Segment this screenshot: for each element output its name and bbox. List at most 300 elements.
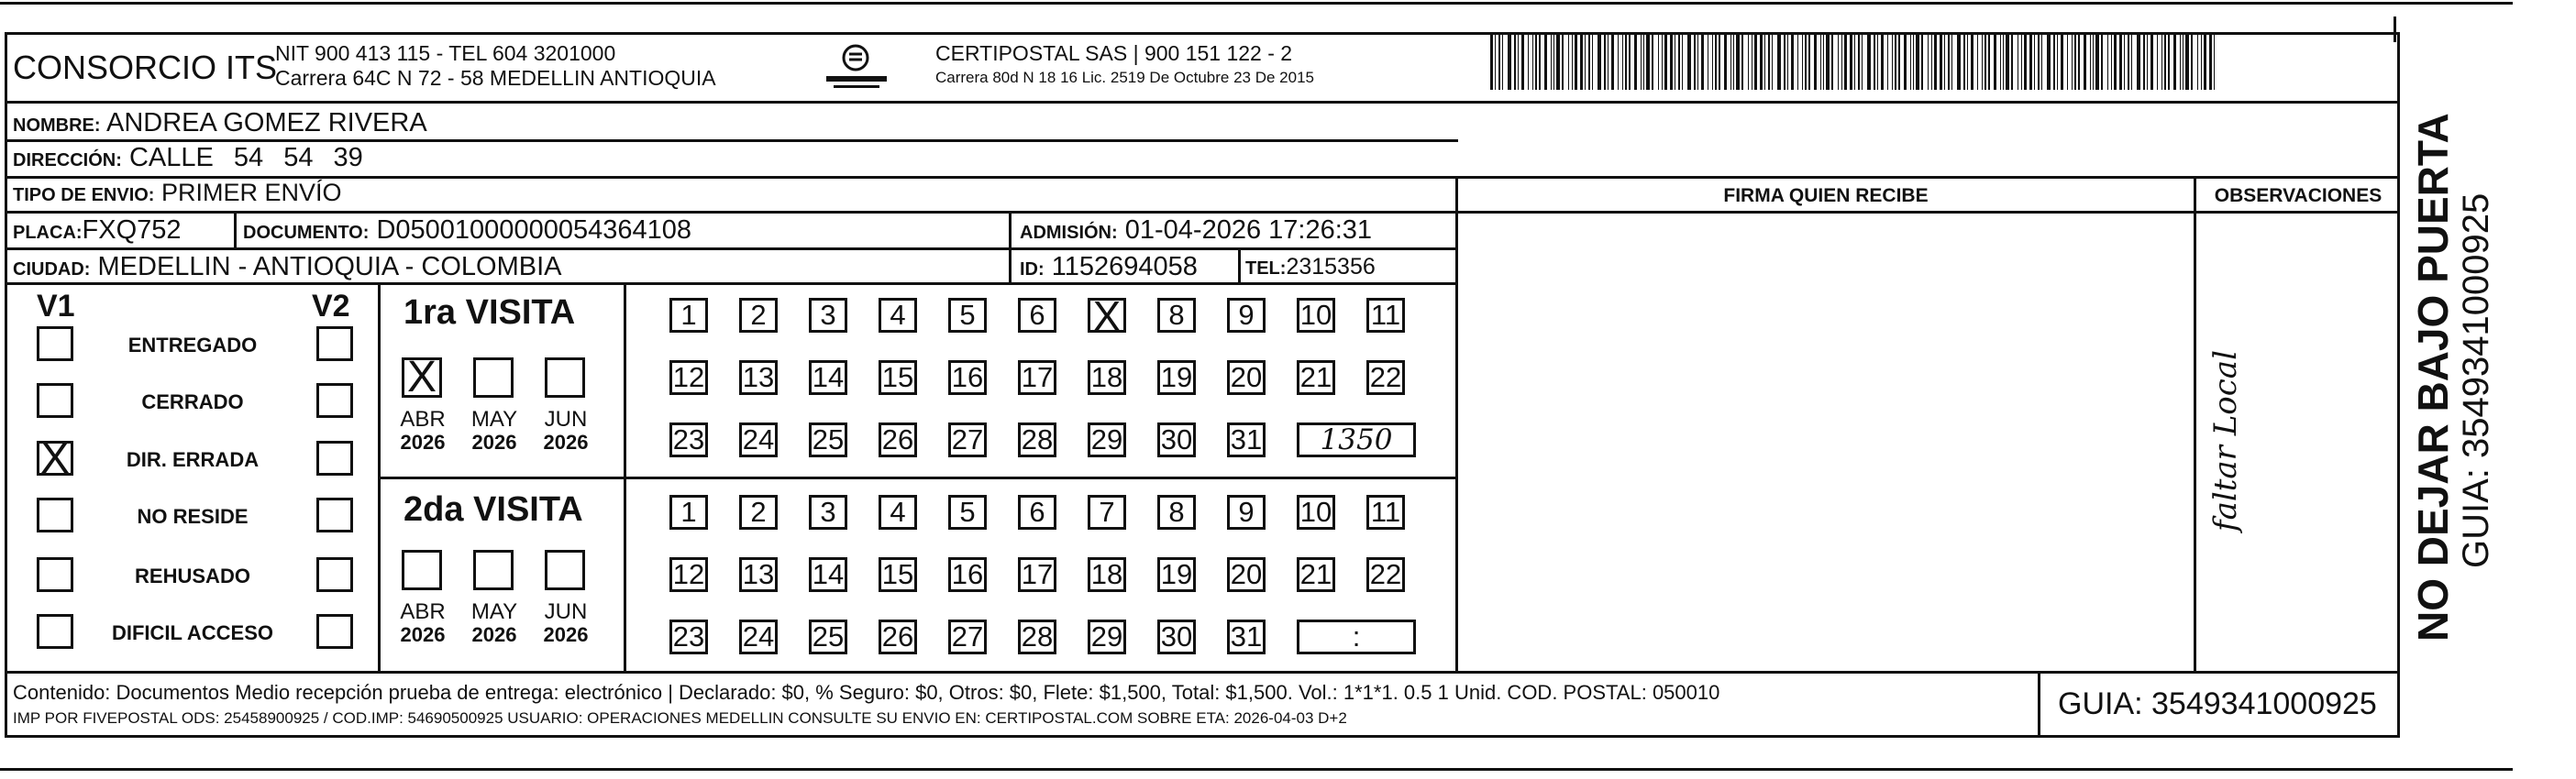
day-cell[interactable]: 30 [1157, 422, 1196, 457]
footer-content: Contenido: Documentos Medio recepción prueba de entrega: electrónico | Declarado: $0, % Seguro: $0, Otros: $0, Flete: $1,500, Total: $1,500. Vol.: 1*1*1. 0.5 1 Unid. COD. POSTAL: 050010 [13, 681, 1720, 704]
v2-checkbox[interactable] [316, 383, 353, 418]
day-cell[interactable]: 27 [948, 422, 987, 457]
barcode-bar [2057, 33, 2058, 90]
barcode-bar [1598, 33, 1601, 90]
day-cell[interactable]: 19 [1157, 360, 1196, 395]
divider [1455, 176, 1458, 671]
shipment-type: PRIMER ENVÍO [160, 179, 342, 206]
day-cell[interactable]: 18 [1088, 557, 1126, 592]
month-checkbox[interactable] [545, 357, 585, 398]
v1-checkbox[interactable] [37, 557, 73, 592]
barcode-bar [1768, 33, 1770, 90]
footer-guia: GUIA: 3549341000925 [2058, 686, 2377, 721]
barcode-bar [2180, 33, 2181, 90]
v1-header: V1 [37, 289, 75, 324]
bottom-rule [0, 768, 2513, 771]
year-label: 2026 [400, 431, 446, 454]
barcode-bar [1588, 33, 1590, 90]
day-cell[interactable]: 22 [1366, 557, 1405, 592]
barcode-bar [2157, 33, 2158, 90]
id-value: 1152694058 [1051, 252, 1198, 281]
day-cell[interactable]: 21 [1297, 557, 1335, 592]
footer-imp: IMP POR FIVEPOSTAL ODS: 25458900925 / COD.IMP: 54690500925 USUARIO: OPERACIONES MEDELLIN CONSULTE SU ENVIO EN: CERTIPOSTAL.COM SOBRE ETA: 2026-04-03 D+2 [13, 709, 1347, 727]
year-label: 2026 [543, 623, 589, 646]
barcode-bar [2124, 33, 2125, 90]
barcode-bar [1724, 33, 1727, 90]
month-label: JUN [544, 407, 588, 432]
barcode-bar [1823, 33, 1824, 90]
day-cell[interactable]: 9 [1227, 495, 1266, 530]
barcode-bar [1514, 33, 1516, 90]
barcode-bar [1916, 33, 1919, 90]
observation-note: faltar Local [2207, 350, 2244, 532]
barcode-bar [2204, 33, 2206, 90]
day-cell[interactable]: 27 [948, 620, 987, 654]
admission-label: ADMISIÓN: [1020, 223, 1118, 243]
day-cell[interactable]: 9 [1227, 298, 1266, 333]
id-label: ID: [1020, 259, 1045, 280]
divider [2038, 671, 2040, 738]
day-cell[interactable]: 25 [809, 422, 847, 457]
barcode-bar [2107, 33, 2108, 90]
time-box[interactable]: 1350 [1297, 422, 1416, 457]
barcode-bar [1784, 33, 1786, 90]
time-box[interactable]: : [1297, 620, 1416, 654]
barcode-bar [2191, 33, 2193, 90]
barcode-bar [2038, 33, 2040, 90]
status-label: CERRADO [141, 390, 244, 413]
barcode-bar [1854, 33, 1855, 90]
v2-checkbox[interactable] [316, 326, 353, 361]
barcode-bar [2161, 33, 2162, 90]
barcode-bar [1608, 33, 1609, 90]
year-label: 2026 [543, 431, 589, 454]
barcode-bar [2078, 33, 2080, 90]
day-cell[interactable]: 29 [1088, 620, 1126, 654]
day-cell[interactable]: 8 [1157, 298, 1196, 333]
barcode-bar [1928, 33, 1929, 90]
barcode-bar [1748, 33, 1749, 90]
barcode-bar [2021, 33, 2022, 90]
barcode-bar [1641, 33, 1642, 90]
barcode-bar [1495, 33, 1496, 90]
day-cell[interactable]: 24 [739, 620, 778, 654]
barcode-bar [1787, 33, 1788, 90]
day-cell[interactable]: 12 [669, 360, 708, 395]
x-mark: X [406, 353, 437, 401]
top-rule [0, 2, 2513, 5]
barcode-bar [2034, 33, 2035, 90]
barcode-bar [2024, 33, 2027, 90]
plate-value: FXQ752 [82, 215, 182, 245]
month-label: MAY [470, 599, 518, 624]
year-label: 2026 [400, 623, 446, 646]
status-label: NO RESIDE [137, 505, 249, 528]
barcode-bar [2006, 33, 2009, 90]
barcode-bar [1977, 33, 1978, 90]
day-cell[interactable]: 5 [948, 298, 987, 333]
barcode-bar [1948, 33, 1950, 90]
barcode-bar [2047, 33, 2051, 90]
divider [1238, 247, 1241, 284]
barcode-bar [2197, 33, 2198, 90]
doc-label: DOCUMENTO: [243, 223, 370, 243]
day-cell[interactable]: 15 [879, 557, 917, 592]
day-cell[interactable]: 2 [739, 298, 778, 333]
barcode-bar [1502, 33, 1503, 90]
barcode-bar [1535, 33, 1537, 90]
barcode-bar [1652, 33, 1653, 90]
day-cell[interactable]: 31 [1227, 620, 1266, 654]
observations-header: OBSERVACIONES [2214, 185, 2383, 206]
day-cell[interactable]: 22 [1366, 360, 1405, 395]
barcode-bar [2168, 33, 2170, 90]
barcode-bar [2041, 33, 2042, 90]
visit2-title: 2da VISITA [404, 490, 583, 529]
barcode-bar [1931, 33, 1932, 90]
barcode-bar [1881, 33, 1884, 90]
barcode-bar [1844, 33, 1847, 90]
document-value: D05001000000054364108 [376, 215, 691, 245]
signature-header: FIRMA QUIEN RECIBE [1723, 185, 1929, 206]
day-cell[interactable]: 12 [669, 557, 708, 592]
barcode-bar [2119, 33, 2122, 90]
barcode-bar [2067, 33, 2068, 90]
day-cell[interactable]: 29 [1088, 422, 1126, 457]
divider [234, 211, 237, 247]
barcode-bar [2128, 33, 2129, 90]
side-guia: GUIA: 3549341000925 [2456, 192, 2496, 568]
recipient-address: CALLE 54 54 39 [128, 143, 363, 172]
city-value: MEDELLIN - ANTIOQUIA - COLOMBIA [97, 252, 562, 281]
day-cell[interactable]: 2 [739, 495, 778, 530]
barcode-bar [1777, 33, 1781, 90]
barcode-bar [1604, 33, 1606, 90]
barcode-bar [1814, 33, 1817, 90]
barcode-bar [1760, 33, 1763, 90]
day-cell[interactable]: 26 [879, 422, 917, 457]
v1-checkbox[interactable] [37, 498, 73, 532]
day-cell[interactable]: 18 [1088, 360, 1126, 395]
barcode-bar [1898, 33, 1900, 90]
v2-checkbox[interactable] [316, 614, 353, 649]
month-label: ABR [400, 407, 446, 432]
day-cell[interactable]: 4 [879, 495, 917, 530]
day-cell[interactable]: 23 [669, 422, 708, 457]
barcode-bar [1862, 33, 1863, 90]
day-cell[interactable]: 28 [1018, 422, 1056, 457]
day-cell[interactable]: 28 [1018, 620, 1056, 654]
barcode-bar [1988, 33, 1990, 90]
barcode-bar [1662, 33, 1663, 90]
day-cell[interactable]: 16 [948, 557, 987, 592]
barcode-bar [1741, 33, 1743, 90]
year-label: 2026 [471, 431, 517, 454]
barcode-bar [2003, 33, 2004, 90]
day-cell[interactable]: 10 [1297, 298, 1335, 333]
barcode-bar [1858, 33, 1860, 90]
barcode-bar [2061, 33, 2063, 90]
barcode-bar [1544, 33, 1547, 90]
row-line [5, 101, 2400, 104]
barcode-bar [1625, 33, 1627, 90]
status-label: ENTREGADO [127, 334, 258, 357]
day-cell[interactable]: 5 [948, 495, 987, 530]
type-label: TIPO DE ENVIO: [13, 185, 155, 205]
barcode-bar [1585, 33, 1586, 90]
month-label: JUN [544, 599, 588, 624]
barcode-bar [1618, 33, 1619, 90]
barcode-bar [1682, 33, 1683, 90]
day-cell[interactable]: 20 [1227, 557, 1266, 592]
day-cell[interactable]: 14 [809, 360, 847, 395]
barcode-bar [2011, 33, 2013, 90]
barcode-bar [1944, 33, 1945, 90]
v2-checkbox[interactable] [316, 441, 353, 476]
plate-label: PLACA: [13, 223, 83, 243]
day-cell[interactable]: 30 [1157, 620, 1196, 654]
barcode-bar [1994, 33, 1996, 90]
day-cell[interactable]: 11 [1366, 298, 1405, 333]
barcode-bar [2209, 33, 2212, 90]
barcode-bar [1528, 33, 1529, 90]
row-line [5, 176, 2400, 179]
barcode-bar [2000, 33, 2001, 90]
barcode-bar [2093, 33, 2094, 90]
day-cell[interactable]: 13 [739, 557, 778, 592]
day-cell[interactable]: 25 [809, 620, 847, 654]
barcode-bar [1521, 33, 1524, 90]
visit1-title: 1ra VISITA [404, 293, 576, 332]
day-cell[interactable]: 7 [1088, 495, 1126, 530]
row-line [5, 211, 2400, 214]
city-label: CIUDAD: [13, 259, 91, 280]
barcode-bar [2185, 33, 2189, 90]
barcode-bar [1910, 33, 1911, 90]
barcode-bar [1490, 33, 1493, 90]
month-checkbox[interactable] [545, 550, 585, 590]
carrier-address: Carrera 80d N 18 16 Lic. 2519 De Octubre 23 De 2015 [935, 69, 1314, 86]
v2-checkbox[interactable] [316, 498, 353, 532]
barcode-bar [2147, 33, 2148, 90]
barcode-bar [1826, 33, 1830, 90]
barcode-bar [1971, 33, 1973, 90]
barcode-bar [1887, 33, 1888, 90]
day-cell[interactable]: 3 [809, 495, 847, 530]
tel-value: 2315356 [1286, 254, 1376, 280]
day-cell[interactable]: 8 [1157, 495, 1196, 530]
barcode-bar [1754, 33, 1757, 90]
barcode-bar [2029, 33, 2032, 90]
barcode-bar [1539, 33, 1541, 90]
barcode-bar [1694, 33, 1696, 90]
barcode-bar [2137, 33, 2140, 90]
status-label: DIR. ERRADA [126, 448, 260, 471]
barcode-bar [1764, 33, 1765, 90]
month-checkbox[interactable] [402, 550, 442, 590]
barcode-bar [1551, 33, 1552, 90]
barcode-bar [2053, 33, 2055, 90]
barcode-bar [2072, 33, 2073, 90]
certipostal-logo [821, 41, 894, 93]
company-name: CONSORCIO ITS [13, 49, 278, 86]
barcode-bar [2164, 33, 2166, 90]
barcode-bar [1592, 33, 1593, 90]
barcode-bar [1664, 33, 1667, 90]
barcode-bar [1808, 33, 1810, 90]
barcode-bar [1951, 33, 1952, 90]
company-nit: NIT 900 413 115 - TEL 604 3201000 [275, 41, 616, 65]
barcode-bar [1701, 33, 1704, 90]
year-label: 2026 [471, 623, 517, 646]
barcode-bar [1575, 33, 1577, 90]
barcode-bar [1572, 33, 1573, 90]
day-cell[interactable]: 6 [1018, 298, 1056, 333]
barcode-bar [1629, 33, 1631, 90]
barcode-bar [1831, 33, 1833, 90]
barcode-bar [1532, 33, 1533, 90]
v1-checkbox[interactable] [37, 326, 73, 361]
side-warning: NO DEJAR BAJO PUERTA [2409, 113, 2457, 642]
barcode-bar [2201, 33, 2202, 90]
barcode-bar [1867, 33, 1871, 90]
day-cell[interactable]: 1 [669, 495, 708, 530]
barcode-bar [1877, 33, 1878, 90]
barcode-bar [2131, 33, 2132, 90]
barcode-bar [1508, 33, 1511, 90]
barcode-bar [1622, 33, 1623, 90]
barcode-bar [2074, 33, 2076, 90]
barcode-bar [1634, 33, 1637, 90]
barcode-bar [1670, 33, 1673, 90]
barcode-bar [1556, 33, 1560, 90]
day-cell[interactable]: 17 [1018, 360, 1056, 395]
barcode-bar [1658, 33, 1659, 90]
month-label: ABR [400, 599, 446, 624]
barcode-bar [1913, 33, 1914, 90]
barcode-bar [1963, 33, 1965, 90]
barcode-bar [1892, 33, 1893, 90]
barcode-bar [1562, 33, 1564, 90]
day-cell[interactable]: 4 [879, 298, 917, 333]
day-cell[interactable]: 20 [1227, 360, 1266, 395]
form-frame [5, 32, 2400, 738]
barcode-bar [1874, 33, 1875, 90]
day-cell[interactable]: 16 [948, 360, 987, 395]
status-label: DIFICIL ACCESO [111, 621, 273, 644]
recipient-name: ANDREA GOMEZ RIVERA [106, 108, 427, 137]
barcode-bar [1736, 33, 1740, 90]
barcode-bar [1985, 33, 1986, 90]
barcode-bar [1646, 33, 1650, 90]
day-cell[interactable]: 19 [1157, 557, 1196, 592]
barcode-bar [1687, 33, 1691, 90]
month-checkbox[interactable] [473, 357, 514, 398]
barcode-bar [1805, 33, 1807, 90]
barcode-bar [2095, 33, 2099, 90]
barcode-bar [1921, 33, 1923, 90]
mark-tick [2394, 16, 2396, 42]
barcode-bar [1568, 33, 1569, 90]
barcode-bar [1820, 33, 1821, 90]
day-cell[interactable]: 6 [1018, 495, 1056, 530]
tel-label: TEL: [1245, 258, 1287, 279]
divider [2194, 176, 2196, 671]
barcode-bar [1580, 33, 1583, 90]
row-line [378, 477, 1458, 479]
barcode-bar [1733, 33, 1734, 90]
barcode-bar [1791, 33, 1794, 90]
day-cell[interactable]: 14 [809, 557, 847, 592]
barcode-bar [1498, 33, 1500, 90]
v2-header: V2 [312, 289, 350, 324]
barcode-bar [1611, 33, 1614, 90]
barcode-bar [1715, 33, 1717, 90]
barcode-bar [1643, 33, 1644, 90]
barcode-bar [2090, 33, 2091, 90]
day-cell[interactable]: 21 [1297, 360, 1335, 395]
barcode-bar [1940, 33, 1942, 90]
admission-value: 01-04-2026 17:26:31 [1124, 215, 1373, 245]
barcode-bar [1957, 33, 1961, 90]
barcode-bar [1838, 33, 1839, 90]
day-cell[interactable]: 17 [1018, 557, 1056, 592]
carrier-name: CERTIPOSTAL SAS | 900 151 122 - 2 [935, 41, 1293, 65]
x-mark: X [1092, 292, 1122, 340]
day-cell[interactable]: 11 [1366, 495, 1405, 530]
barcode-bar [1850, 33, 1852, 90]
barcode-bar [2150, 33, 2153, 90]
status-label: REHUSADO [135, 565, 250, 587]
row-line [5, 671, 2400, 674]
day-cell[interactable]: 24 [739, 422, 778, 457]
month-checkbox[interactable] [473, 550, 514, 590]
barcode-bar [1934, 33, 1937, 90]
day-cell[interactable]: 31 [1227, 422, 1266, 457]
barcode-bar [2101, 33, 2103, 90]
address-label: DIRECCIÓN: [13, 150, 122, 170]
barcode-bar [1719, 33, 1720, 90]
barcode-bar [1730, 33, 1731, 90]
barcode [1490, 33, 2224, 93]
barcode-bar [1797, 33, 1798, 90]
day-cell[interactable]: 13 [739, 360, 778, 395]
day-cell[interactable]: 15 [879, 360, 917, 395]
day-cell[interactable]: 10 [1297, 495, 1335, 530]
row-line [5, 282, 1458, 285]
barcode-bar [1895, 33, 1896, 90]
barcode-bar [1712, 33, 1713, 90]
barcode-bar [2111, 33, 2112, 90]
barcode-bar [2114, 33, 2117, 90]
barcode-bar [1982, 33, 1983, 90]
day-cell[interactable]: 1 [669, 298, 708, 333]
barcode-bar [1967, 33, 1968, 90]
barcode-bar [1553, 33, 1554, 90]
day-cell[interactable]: 26 [879, 620, 917, 654]
v1-checkbox[interactable] [37, 383, 73, 418]
x-mark: X [39, 434, 70, 483]
day-cell[interactable]: 23 [669, 620, 708, 654]
row-line [5, 139, 1458, 142]
v2-checkbox[interactable] [316, 557, 353, 592]
barcode-bar [1678, 33, 1680, 90]
barcode-bar [1518, 33, 1519, 90]
barcode-bar [2143, 33, 2145, 90]
day-cell[interactable]: 3 [809, 298, 847, 333]
name-label: NOMBRE: [13, 115, 101, 136]
v1-checkbox[interactable] [37, 614, 73, 649]
